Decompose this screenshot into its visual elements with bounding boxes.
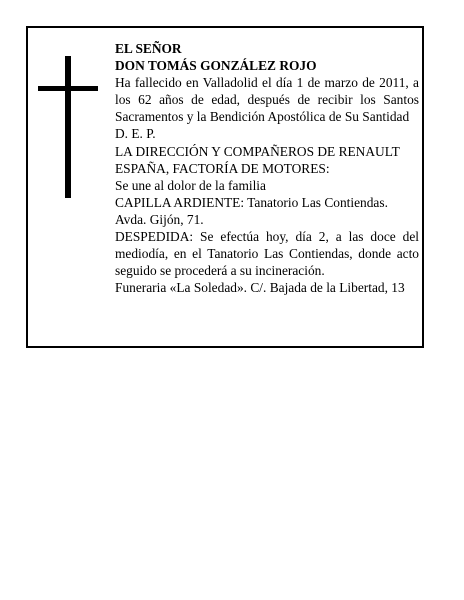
chapel-info: CAPILLA ARDIENTE: Tanatorio Las Contiendas. Avda. Gijón, 71. bbox=[115, 194, 388, 227]
rip-line: D. E. P. bbox=[115, 126, 156, 142]
deceased-name: DON TOMÁS GONZÁLEZ ROJO bbox=[115, 58, 317, 74]
death-notice: Ha fallecido en Valladolid el día 1 de marzo de 2011, a los 62 años de edad, después de recibir los Santos Sacramentos y la Bendición Apostólica de Su Santidad bbox=[115, 75, 419, 125]
cross-icon bbox=[38, 56, 98, 198]
cross-vertical-bar bbox=[65, 56, 71, 198]
farewell-info: DESPEDIDA: Se efectúa hoy, día 2, a las doce del mediodía, en el Tanatorio Las Contiendas, donde acto seguido se procederá a su incineración. bbox=[115, 229, 419, 279]
obituary-notice bbox=[26, 26, 424, 348]
condolence-line: Se une al dolor de la familia bbox=[115, 177, 266, 193]
title-line-1: EL SEÑOR bbox=[115, 41, 182, 56]
funeral-home-info: Funeraria «La Soledad». C/. Bajada de la Libertad, 13 bbox=[115, 280, 405, 296]
company-line: LA DIRECCIÓN Y COMPAÑEROS DE RENAULT ESPAÑA, FACTORÍA DE MOTORES: bbox=[115, 143, 400, 176]
cross-horizontal-bar bbox=[38, 86, 98, 91]
obituary-text bbox=[115, 40, 419, 296]
